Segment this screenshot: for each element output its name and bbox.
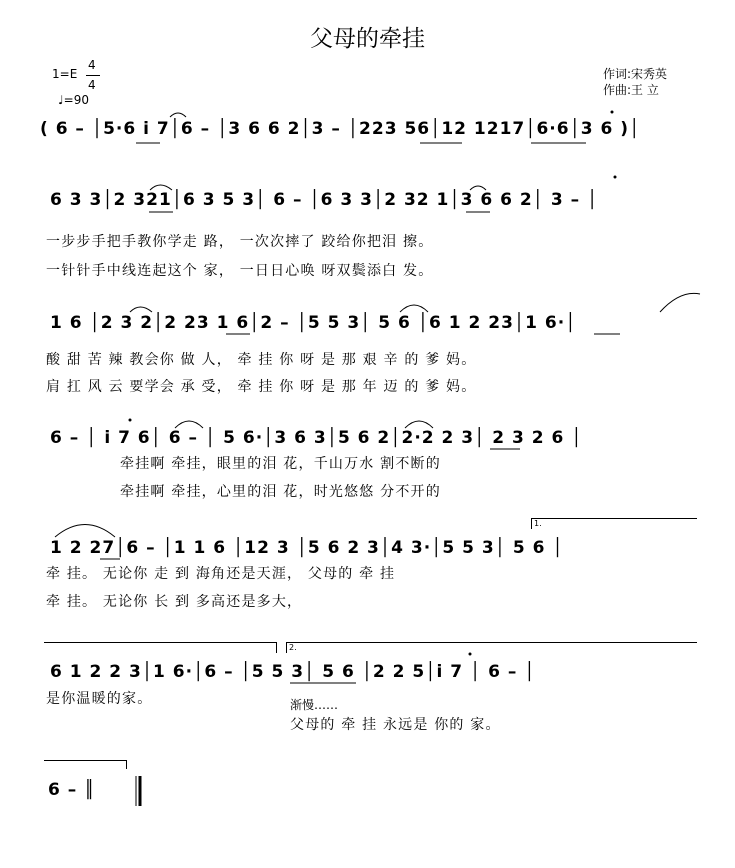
line3-notation: 6 – │ i 7 6│ 6 – │ 5 6·│3 6 3│5 6 2│2·2 2 3│ 2 3 2 6 │ [50, 428, 583, 448]
line1-notation: 6 3 3│2 321│6 3 5 3│ 6 – │6 3 3│2 32 1│3 6 6 2│ 3 – │ [50, 190, 599, 210]
slur-line4 [55, 525, 115, 538]
intro-notation: ( 6 – │5·6 i 7│6 – │3 6 6 2│3 – │223 56│12 1217│6·6│3 6 )│ [40, 119, 641, 139]
volta-label-2: 2. [289, 643, 297, 652]
key-signature: 1=E [52, 67, 78, 81]
line1-verse2: 一针针手中线连起这个 家， 一日日心唤 呀双鬓添白 发。 [46, 263, 434, 279]
high-dot-intro [611, 111, 614, 114]
line4-verse1: 牵 挂。 无论你 走 到 海角还是天涯， 父母的 牵 挂 [46, 566, 396, 582]
slur-intro [170, 113, 186, 117]
time-signature-top: 4 [88, 58, 96, 72]
line2-notation: 1 6 │2 3 2│2 23 1 6│2 – │5 5 3│ 5 6 │6 1 2 23│1 6·│ [50, 313, 577, 333]
high-dot-line5 [469, 653, 472, 656]
composer-credit: 作曲:王 立 [603, 83, 659, 97]
line5-verse1: 是你温暖的家。 [46, 691, 153, 707]
line5-notation: 6 1 2 2 3│1 6·│6 – │5 5 3│ 5 6 │2 2 5│i 7 │ 6 – │ [50, 662, 536, 682]
volta-label-1: 1. [534, 519, 542, 528]
slur-line1-b [470, 186, 486, 190]
song-title: 父母的牵挂 [310, 26, 425, 52]
slur-line2-c [660, 293, 700, 312]
line5-verse2: 父母的 牵 挂 永远是 你的 家。 [290, 717, 501, 733]
slur-line3-b [405, 421, 433, 428]
line3-verse2: 牵挂啊 牵挂，心里的泪 花，时光悠悠 分不开的 [120, 484, 441, 500]
slur-line2-a [130, 307, 152, 312]
line2-verse1: 酸 甜 苦 辣 教会你 做 人， 牵 挂 你 呀 是 那 艰 辛 的 爹 妈。 [46, 352, 477, 368]
line1-verse1: 一步步手把手教你学走 路， 一次次摔了 跤给你把泪 擦。 [46, 234, 434, 250]
slur-line2-b [400, 305, 428, 312]
final-notation: 6 – ║ [48, 780, 96, 800]
line4-verse2: 牵 挂。 无论你 长 到 多高还是多大， [46, 594, 303, 610]
tempo-marking: ♩=90 [58, 93, 89, 107]
slur-line1-a [150, 185, 172, 190]
lyricist-credit: 作词:宋秀英 [603, 67, 668, 81]
line3-verse1: 牵挂啊 牵挂，眼里的泪 花，千山万水 割不断的 [120, 456, 441, 472]
line4-notation: 1 2 27│6 – │1 1 6 │12 3 │5 6 2 3│4 3·│5 5 3│ 5 6 │ [50, 538, 564, 558]
ritardando-marking: 渐慢…… [290, 698, 339, 712]
time-signature-bottom: 4 [88, 78, 96, 92]
high-dot-line3-a [129, 419, 132, 422]
slur-line3-a [175, 421, 203, 428]
high-dot-line1 [614, 176, 617, 179]
line2-verse2: 肩 扛 风 云 要学会 承 受， 牵 挂 你 呀 是 那 年 迈 的 爹 妈。 [46, 379, 477, 395]
